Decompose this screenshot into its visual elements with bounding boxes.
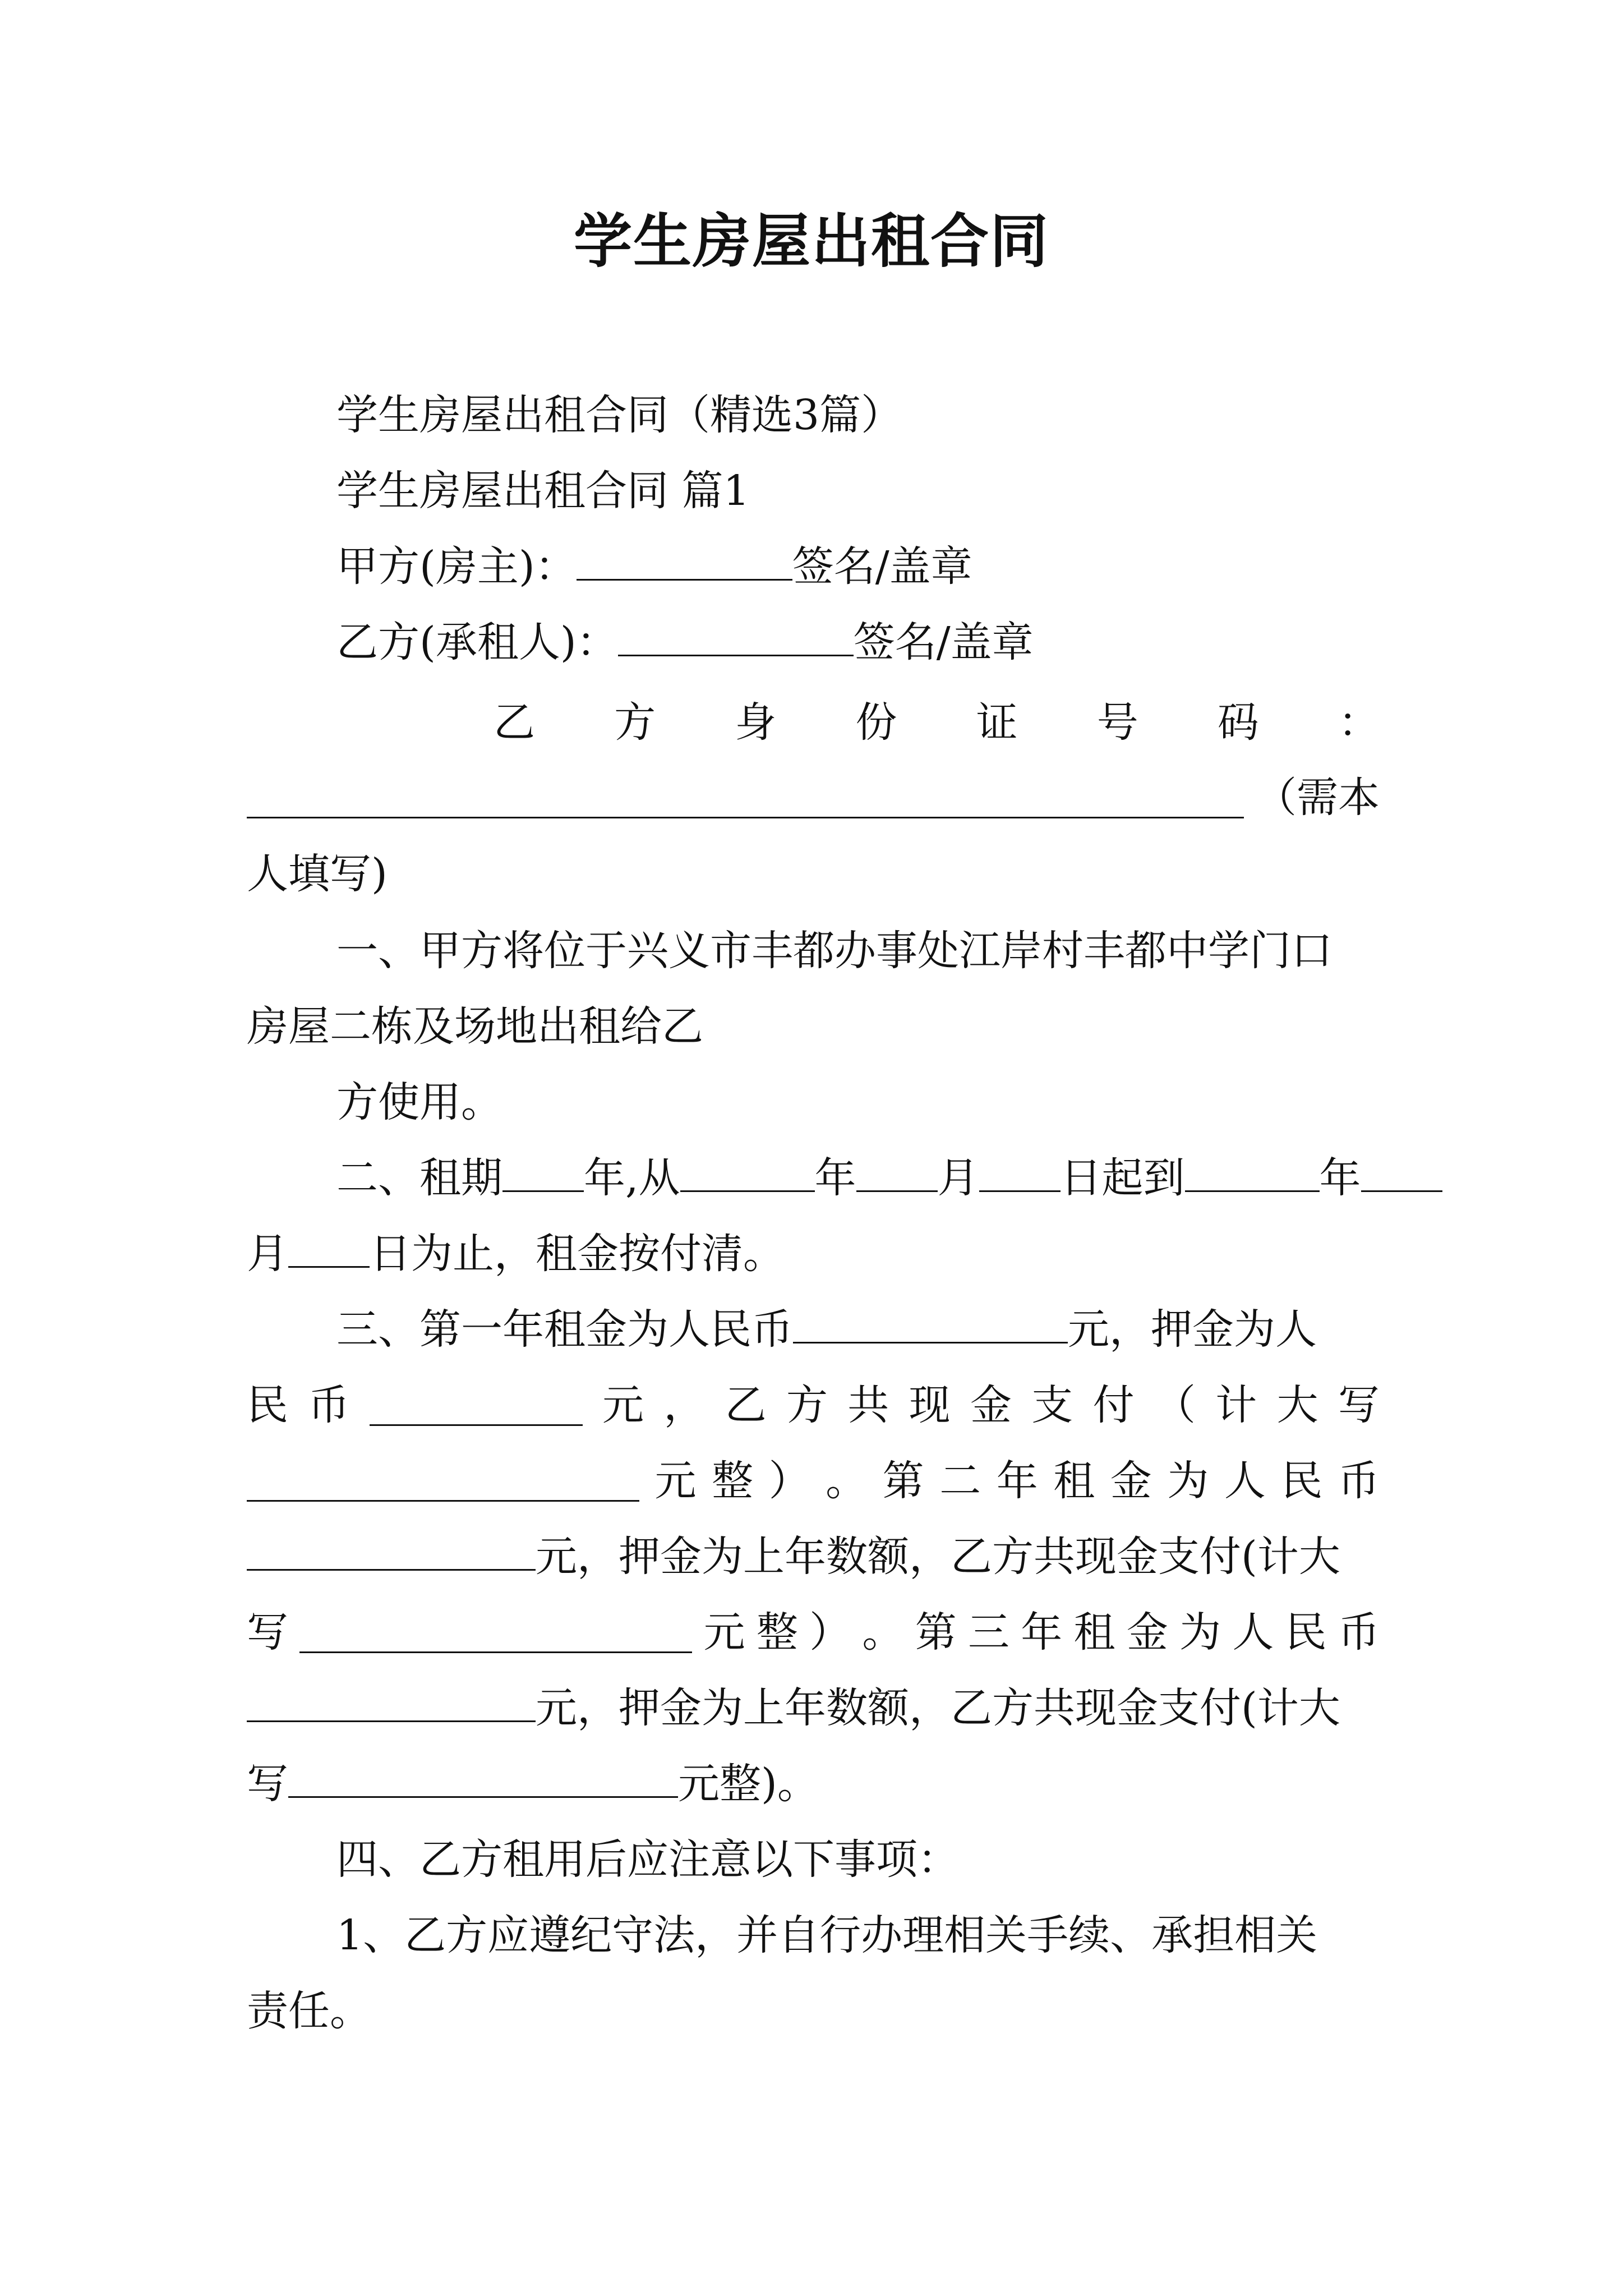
clause-3-char: 民 [1285, 1608, 1327, 1657]
section-heading: 学生房屋出租合同 篇1 [336, 467, 750, 515]
id-char: 方 [614, 698, 656, 747]
clause-3-char: 为 [1167, 1457, 1209, 1505]
party-a-suffix: 签名/盖章 [792, 542, 972, 591]
item-1-line-2: 责任。 [247, 1987, 371, 2035]
id-char: 码 [1217, 698, 1259, 747]
clause-3-char: 现 [909, 1381, 951, 1429]
clause-2-text: 二、租期 [336, 1154, 502, 1202]
clause-3-char: 年 [996, 1457, 1038, 1505]
id-number-blank-line [247, 770, 1380, 826]
id-note [1244, 770, 1380, 826]
party-b-suffix: 签名/盖章 [853, 618, 1034, 666]
item-1-line-1: 1、乙方应遵纪守法，并自行办理相关手续、承担相关 [336, 1911, 1318, 1959]
clause-3-char: 三 [967, 1608, 1009, 1657]
clause-3-char: 计 [1215, 1381, 1257, 1429]
id-char: 身 [735, 698, 777, 747]
clause-3-char: 民 [1281, 1457, 1323, 1505]
clause-3-line-4 [247, 1529, 1340, 1585]
document-title: 学生房屋出租合同 [573, 206, 1049, 275]
clause-3-char: 人 [1232, 1608, 1274, 1657]
clause-1-line-1: 一、甲方将位于兴义市丰都办事处江岸村丰都中学门口 [336, 927, 1332, 975]
clause-3-char: 。 [826, 1457, 868, 1505]
clause-3-char: 整 [712, 1457, 754, 1505]
clause-3-line-7 [247, 1756, 819, 1812]
party-a-label: 甲方(房主)： [336, 542, 577, 591]
clause-3-char: （ [1154, 1381, 1196, 1429]
id-char: 证 [976, 698, 1018, 747]
clause-3-char: 元 [703, 1608, 745, 1657]
clause-3-char: 币 [308, 1381, 350, 1429]
clause-3-line-2 [247, 1377, 1380, 1433]
clause-2-text: 月 [247, 1230, 288, 1278]
clause-1-line-3: 方使用。 [336, 1078, 502, 1126]
party-b-label: 乙方(承租人)： [336, 618, 618, 666]
id-note-part: 本 [1338, 774, 1380, 822]
second-year-rent-blank [247, 1530, 536, 1571]
clause-3-char: 支 [1031, 1381, 1073, 1429]
party-b-line [336, 614, 1034, 670]
clause-3-char: 乙 [725, 1381, 767, 1429]
clause-3-text: 元，押金为人 [1068, 1305, 1317, 1354]
start-day-blank [979, 1151, 1061, 1192]
clause-3-char: 。 [862, 1608, 904, 1657]
clause-3-text: 元，押金为上年数额，乙方共现金支付(计大 [536, 1533, 1340, 1581]
party-b-signature-blank [618, 615, 854, 656]
clause-3-char: 元 [654, 1457, 697, 1505]
clause-3-text: 写 [247, 1760, 288, 1808]
clause-3-char: 币 [1338, 1608, 1380, 1657]
clause-3-line-5 [247, 1604, 1380, 1660]
clause-2-text: 年 [814, 1154, 856, 1202]
clause-3-char: ） [768, 1457, 810, 1505]
clause-3-line-6 [247, 1680, 1340, 1736]
id-number-label-line [494, 694, 1380, 751]
third-year-total-blank [288, 1757, 678, 1798]
clause-2-text: 日起到 [1060, 1154, 1185, 1202]
clause-2-line-2 [247, 1226, 785, 1282]
clause-4-heading: 四、乙方租用后应注意以下事项： [336, 1835, 959, 1884]
id-number-blank [247, 777, 1244, 818]
end-year-blank [1185, 1151, 1320, 1192]
party-a-signature-blank [577, 540, 792, 581]
clause-3-char: 租 [1053, 1457, 1095, 1505]
lease-years-blank [502, 1151, 584, 1192]
clause-3-char: 第 [882, 1457, 924, 1505]
clause-3-char: 为 [1179, 1608, 1221, 1657]
first-year-rent-blank [793, 1303, 1068, 1343]
clause-2-text: 日为止，租金按付清。 [370, 1230, 785, 1278]
clause-3-char: 写 [1338, 1381, 1380, 1429]
clause-2-text: 年 [1319, 1154, 1361, 1202]
clause-3-line-1 [336, 1301, 1317, 1358]
clause-3-char: 写 [247, 1608, 288, 1657]
id-char: 号 [1096, 698, 1138, 747]
clause-3-char: ） [809, 1608, 851, 1657]
clause-3-char: 大 [1276, 1381, 1318, 1429]
clause-3-text: 元整)。 [678, 1760, 819, 1808]
id-note-end: 人填写) [247, 850, 388, 898]
id-char: 乙 [494, 698, 535, 747]
id-note-part: （需 [1255, 774, 1338, 822]
third-year-rent-blank [247, 1681, 536, 1722]
clause-3-char: 方 [786, 1381, 828, 1429]
total-amount-blank [247, 1461, 639, 1502]
end-day-blank [288, 1227, 370, 1268]
clause-3-char: 第 [915, 1608, 957, 1657]
clause-3-char: 年 [1021, 1608, 1063, 1657]
document-subtitle: 学生房屋出租合同（精选3篇） [336, 391, 903, 439]
clause-3-char: 金 [970, 1381, 1012, 1429]
clause-3-char: 付 [1092, 1381, 1135, 1429]
clause-3-char: 元 [602, 1381, 644, 1429]
clause-3-char: 共 [847, 1381, 889, 1429]
clause-3-char: 租 [1073, 1608, 1115, 1657]
clause-3-char: 民 [247, 1381, 288, 1429]
clause-3-text: 元，押金为上年数额，乙方共现金支付(计大 [536, 1684, 1340, 1732]
id-char: 份 [855, 698, 897, 747]
clause-2-line-1 [336, 1150, 1442, 1206]
clause-3-char: 金 [1110, 1457, 1152, 1505]
clause-3-char: 二 [939, 1457, 981, 1505]
second-year-total-blank [299, 1612, 692, 1653]
clause-3-char: 币 [1338, 1457, 1380, 1505]
clause-3-char: 整 [756, 1608, 798, 1657]
id-char: ： [1338, 698, 1380, 747]
deposit-blank [370, 1385, 583, 1426]
clause-3-char: ， [663, 1381, 706, 1429]
start-month-blank [856, 1151, 938, 1192]
clause-2-text: 年,从 [584, 1154, 680, 1202]
party-a-line [336, 539, 972, 595]
start-year-blank [680, 1151, 815, 1192]
clause-3-text: 三、第一年租金为人民币 [336, 1305, 793, 1354]
clause-3-line-3 [247, 1453, 1380, 1509]
clause-1-line-2: 房屋二栋及场地出租给乙 [247, 1002, 703, 1051]
clause-3-char: 人 [1224, 1457, 1266, 1505]
end-month-blank [1361, 1151, 1442, 1192]
clause-3-char: 金 [1126, 1608, 1168, 1657]
clause-2-text: 月 [937, 1154, 979, 1202]
